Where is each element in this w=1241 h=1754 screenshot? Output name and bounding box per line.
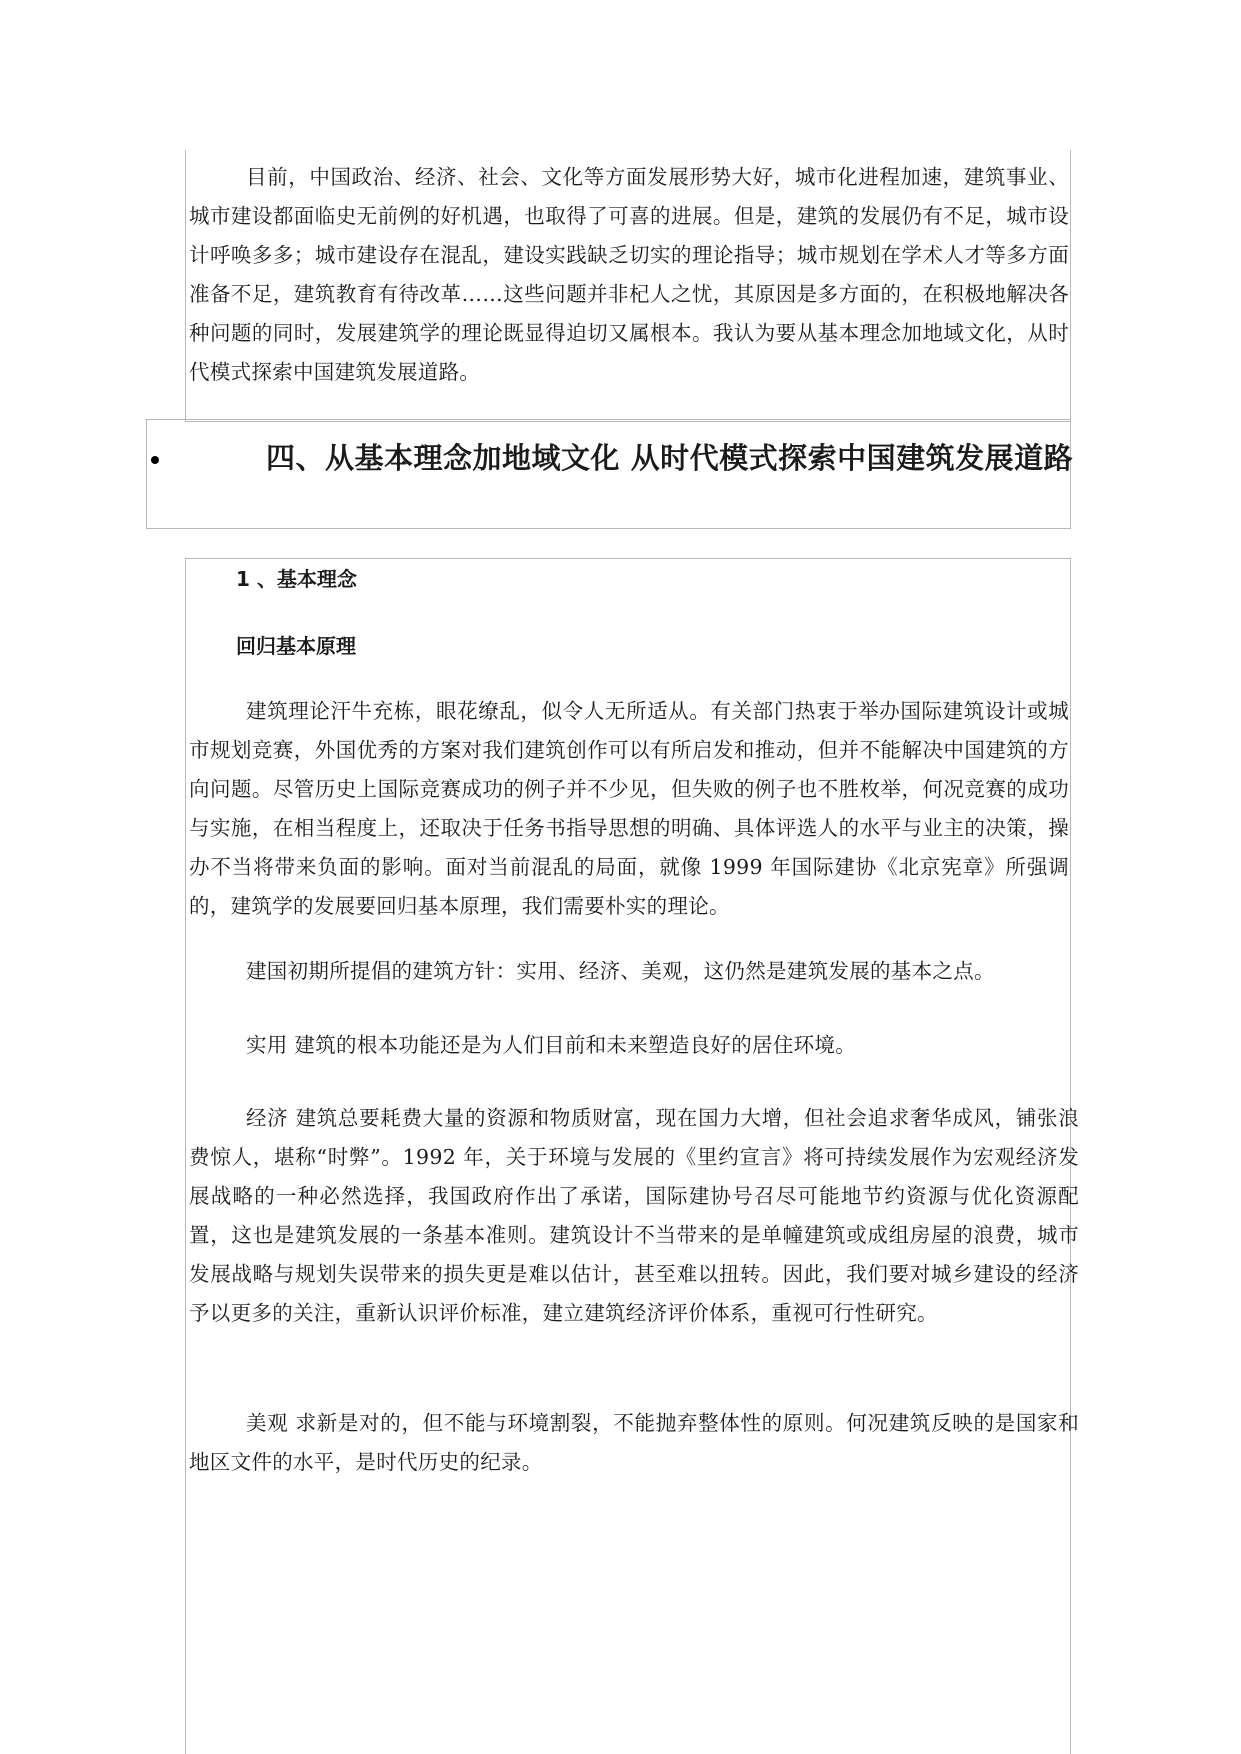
sub-subsection-heading: 回归基本原理	[236, 634, 356, 658]
paragraph-economic: 经济 建筑总要耗费大量的资源和物质财富，现在国力大增，但社会追求奢华成风，铺张浪费惊人，堪称“时弊”。1992 年，关于环境与发展的《里约宣言》将可持续发展作为宏观经济发展战略的一种必然选择，我国政府作出了承诺，国际建协号召尽可能地节约资源与优化资源配置，这也是建筑发展的一条基本准则。建筑设计不当带来的是单幢建筑或成组房屋的浪费，城市发展战略与规划失误带来的损失更是难以估计，甚至难以扭转。因此，我们要对城乡建设的经济予以更多的关注，重新认识评价标准，建立建筑经济评价体系，重视可行性研究。	[189, 1106, 1079, 1325]
bullet-icon	[151, 456, 159, 464]
section-heading: 四、从基本理念加地域文化 从时代模式探索中国建筑发展道路	[266, 441, 1074, 475]
paragraph-theory: 建筑理论汗牛充栋，眼花缭乱，似令人无所适从。有关部门热衷于举办国际建筑设计或城市规划竞赛，外国优秀的方案对我们建筑创作可以有所启发和推动，但并不能解决中国建筑的方向问题。尽管历史上国际竞赛成功的例子并不少见，但失败的例子也不胜枚举，何况竞赛的成功与实施，在相当程度上，还取决于任务书指导思想的明确、具体评选人的水平与业主的决策，操办不当将带来负面的影响。面对当前混乱的局面，就像 1999 年国际建协《北京宪章》所强调的，建筑学的发展要回归基本原理，我们需要朴实的理论。	[189, 699, 1069, 918]
intro-paragraph: 目前，中国政治、经济、社会、文化等方面发展形势大好，城市化进程加速，建筑事业、城市建设都面临史无前例的好机遇，也取得了可喜的进展。但是，建筑的发展仍有不足，城市设计呼唤多多；城市建设存在混乱，建设实践缺乏切实的理论指导；城市规划在学术人才等多方面准备不足，建筑教育有待改革……这些问题并非杞人之忧，其原因是多方面的，在积极地解决各种问题的同时，发展建筑学的理论既显得迫切又属根本。我认为要从基本理念加地域文化，从时代模式探索中国建筑发展道路。	[189, 165, 1069, 384]
paragraph-practical: 实用 建筑的根本功能还是为人们目前和未来塑造良好的居住环境。	[246, 1033, 857, 1057]
subsection-heading: 1 、基本理念	[236, 567, 357, 591]
paragraph-aesthetic: 美观 求新是对的，但不能与环境割裂，不能抛弃整体性的原则。何况建筑反映的是国家和地区文件的水平，是时代历史的纪录。	[189, 1411, 1079, 1474]
paragraph-policy: 建国初期所提倡的建筑方针：实用、经济、美观，这仍然是建筑发展的基本之点。	[246, 959, 995, 983]
